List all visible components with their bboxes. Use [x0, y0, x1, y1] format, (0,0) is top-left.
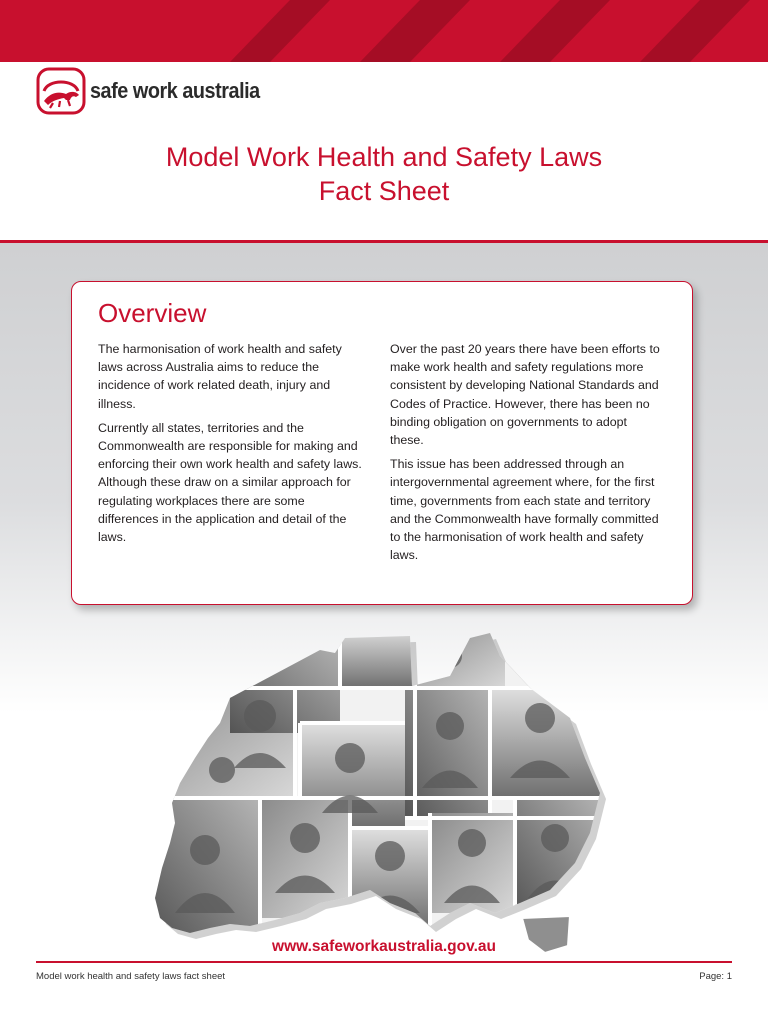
overview-paragraph: Currently all states, territories and the Commonwealth are responsible for making and enforcing their own work health and safety laws. Although these draw on a similar approach for regulating workplaces there are some differences in the application and detail of the laws. [98, 420, 362, 545]
overview-heading: Overview [98, 298, 207, 328]
page-title [0, 140, 768, 208]
footer-document-name: Model work health and safety laws fact sheet [36, 971, 226, 982]
overview-paragraph: This issue has been addressed through an intergovernmental agreement where, for the first time, governments from each state and territory and the Commonwealth have formally committed to the harmonisation of work health and safety laws. [390, 457, 659, 563]
footer-divider [36, 961, 732, 963]
page-title-line-2: Fact Sheet [318, 176, 450, 206]
footer-page-number: Page: 1 [699, 971, 732, 982]
logo-text: safe work australia [90, 78, 260, 103]
overview-box [71, 281, 693, 605]
logo[interactable] [36, 67, 279, 115]
website-link[interactable]: www.safeworkaustralia.gov.au [272, 938, 496, 955]
australia-map-icon [150, 628, 610, 958]
kangaroo-logo-icon [36, 67, 86, 115]
overview-paragraph: Over the past 20 years there have been efforts to make work health and safety regulations more consistent by developing National Standards and Codes of Practice. However, there has been no binding obligation on governments to adopt these. [390, 342, 660, 448]
overview-left-column [98, 340, 368, 552]
australia-map-photo-collage [150, 628, 610, 958]
overview-paragraph: The harmonisation of work health and safety laws across Australia aims to reduce the incidence of work related death, injury and illness. [98, 342, 342, 411]
top-banner [0, 0, 768, 62]
page-title-line-1: Model Work Health and Safety Laws [165, 142, 603, 172]
overview-right-column [390, 340, 660, 570]
